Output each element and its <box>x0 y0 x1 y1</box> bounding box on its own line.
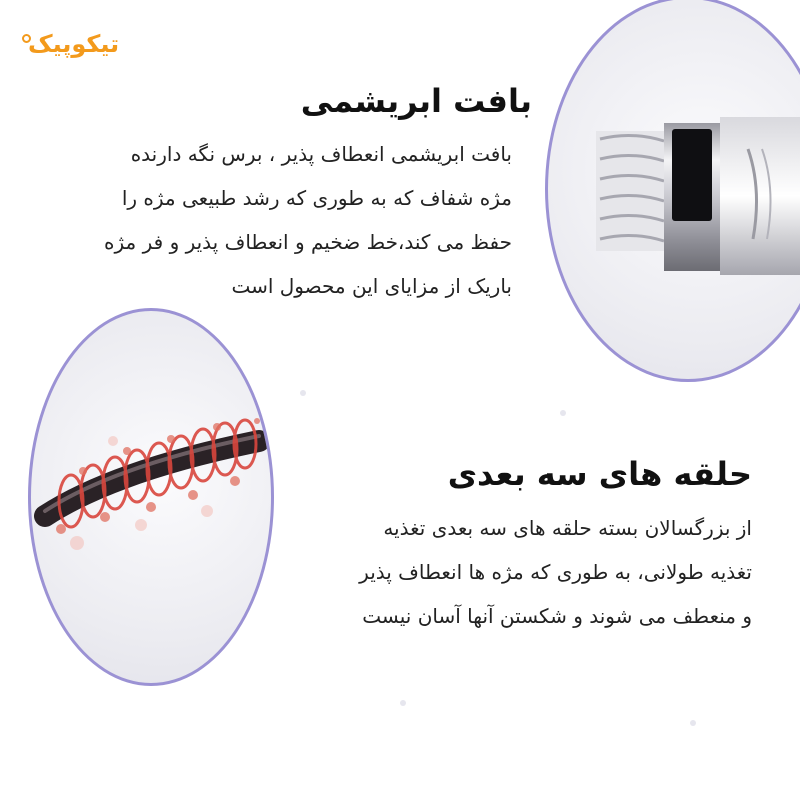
background-dot <box>400 700 406 706</box>
background-dot <box>300 390 306 396</box>
description-line: حفظ می کند،خط ضخیم و انعطاف پذیر و فر مژه <box>104 230 512 254</box>
section-description-3d-rings <box>359 506 752 638</box>
background-dot <box>560 410 566 416</box>
lash-rings-illustration <box>31 311 271 683</box>
section-title-3d-rings: حلقه های سه بعدی <box>447 455 752 493</box>
description-line: تغذیه طولانی، به طوری که مژه ها انعطاف پذیر <box>359 560 752 584</box>
mascara-brush-illustration <box>548 0 800 379</box>
description-line: از بزرگسالان بسته حلقه های سه بعدی تغذیه <box>383 516 752 540</box>
description-line: بافت ابریشمی انعطاف پذیر ، برس نگه دارنده <box>130 142 512 166</box>
description-line: مژه شفاف که به طوری که رشد طبیعی مژه را <box>121 186 512 210</box>
brand-logo <box>28 30 119 58</box>
section-title-silk-texture: بافت ابریشمی <box>300 82 532 120</box>
brush-closeup-image <box>545 0 800 382</box>
logo-ring-icon <box>22 34 31 43</box>
section-description-silk-texture <box>104 132 512 308</box>
brand-name: تیکوپیک <box>28 30 120 58</box>
description-line: و منعطف می شوند و شکستن آنها آسان نیست <box>362 604 752 628</box>
lash-rings-image <box>28 308 274 686</box>
background-dot <box>690 720 696 726</box>
description-line: باریک از مزایای این محصول است <box>231 274 512 298</box>
